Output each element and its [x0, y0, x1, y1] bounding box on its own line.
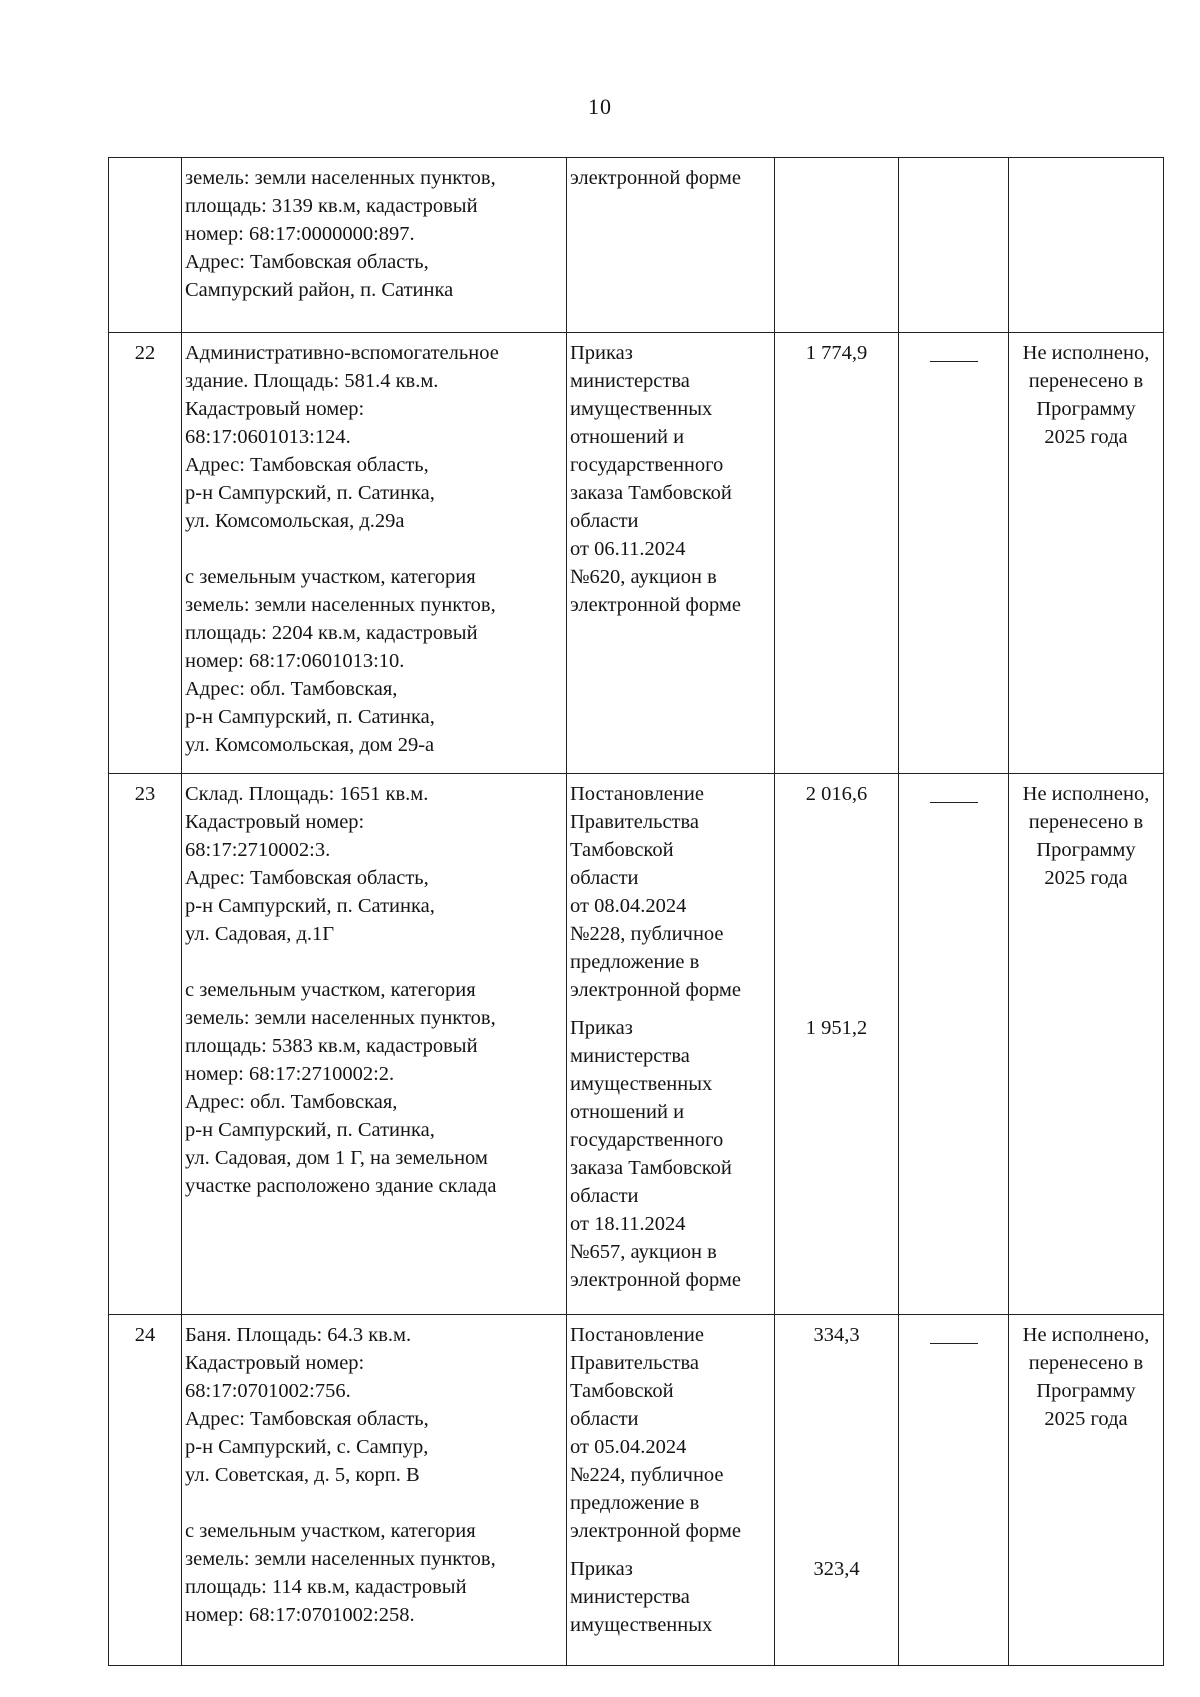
text-line: Адрес: обл. Тамбовская, — [185, 678, 398, 700]
row-number-cell: 24 — [109, 1315, 182, 1666]
decision-document-cell — [567, 1315, 775, 1666]
text-line: отношений и — [570, 426, 685, 448]
text-line: отношений и — [570, 1101, 685, 1123]
decision-document-cell — [567, 158, 775, 333]
text-line: номер: 68:17:0000000:897. — [185, 223, 415, 245]
text-line: Кадастровый номер: — [185, 811, 365, 833]
text-line: от 08.04.2024 — [570, 895, 687, 917]
text-line: р-н Сампурский, с. Сампур, — [185, 1436, 429, 1458]
object-description-cell — [182, 158, 567, 333]
text-line: площадь: 114 кв.м, кадастровый — [185, 1576, 467, 1598]
status-cell — [1009, 333, 1164, 774]
text-line: Склад. Площадь: 1651 кв.м. — [185, 783, 429, 805]
blank-line — [185, 1489, 564, 1517]
text-line: Приказ — [570, 1558, 633, 1580]
text-line: Адрес: Тамбовская область, — [185, 1408, 429, 1430]
text-line: электронной форме — [570, 594, 741, 616]
page-number: 10 — [588, 94, 612, 119]
text-line: министерства — [570, 370, 690, 392]
decision-document-b — [570, 1014, 774, 1294]
text-line: области — [570, 867, 639, 889]
text-line: Приказ — [570, 342, 633, 364]
text-line: 68:17:0701002:756. — [185, 1380, 351, 1402]
text-line: Постановление — [570, 783, 704, 805]
dash-cell — [899, 774, 1009, 1315]
blank-line — [185, 948, 564, 976]
text-line: №657, аукцион в — [570, 1241, 717, 1263]
price-b: 1 951,2 — [805, 1017, 868, 1039]
text-line: министерства — [570, 1045, 690, 1067]
text-line: 68:17:2710002:3. — [185, 839, 331, 861]
price-cell — [775, 1315, 899, 1666]
decision-document-a — [570, 780, 774, 1004]
decision-document-cell — [567, 774, 775, 1315]
text-line: имущественных — [570, 398, 713, 420]
text-line: Не исполнено, — [1022, 783, 1150, 805]
text-line: Программу — [1036, 1380, 1136, 1402]
text-line: электронной форме — [570, 1520, 741, 1542]
price-cell — [775, 333, 899, 774]
text-line: ул. Садовая, дом 1 Г, на земельном — [185, 1147, 488, 1169]
text-line: Сампурский район, п. Сатинка — [185, 279, 454, 301]
dash-mark — [930, 1343, 978, 1344]
dash-cell — [899, 158, 1009, 333]
text-line: р-н Сампурский, п. Сатинка, — [185, 482, 435, 504]
table-row-continued — [109, 158, 1164, 333]
text-line: с земельным участком, категория — [185, 1520, 476, 1542]
text-line: перенесено в — [1028, 370, 1144, 392]
text-line: земель: земли населенных пунктов, — [185, 594, 496, 616]
object-description-cell — [182, 333, 567, 774]
text-line: ул. Комсомольская, д.29а — [185, 510, 405, 532]
dash-mark — [930, 802, 978, 803]
price-cell — [775, 774, 899, 1315]
text-line: предложение в — [570, 1492, 700, 1514]
text-line: №620, аукцион в — [570, 566, 717, 588]
table-row-24 — [109, 1315, 1164, 1666]
text-line: Не исполнено, — [1022, 1324, 1150, 1346]
text-line: области — [570, 1408, 639, 1430]
text-line: площадь: 3139 кв.м, кадастровый — [185, 195, 478, 217]
price-a: 2 016,6 — [805, 783, 868, 805]
table-row-23 — [109, 774, 1164, 1315]
text-line: р-н Сампурский, п. Сатинка, — [185, 895, 435, 917]
table-row-22 — [109, 333, 1164, 774]
decision-document-b — [570, 1555, 774, 1639]
status-cell — [1009, 158, 1164, 333]
text-line: номер: 68:17:0601013:10. — [185, 650, 405, 672]
text-line: имущественных — [570, 1073, 713, 1095]
text-line: здание. Площадь: 581.4 кв.м. — [185, 370, 439, 392]
text-line: 68:17:0601013:124. — [185, 426, 351, 448]
decision-document-cell — [567, 333, 775, 774]
dash-mark — [930, 361, 978, 362]
text-line: Адрес: Тамбовская область, — [185, 454, 429, 476]
text-line: участке расположено здание склада — [185, 1175, 497, 1197]
text-line: Не исполнено, — [1022, 342, 1150, 364]
row-number-cell — [109, 158, 182, 333]
text-line: Программу — [1036, 839, 1136, 861]
text-line: р-н Сампурский, п. Сатинка, — [185, 1119, 435, 1141]
text-line: области — [570, 1185, 639, 1207]
decision-document-a — [570, 1321, 774, 1545]
text-line: заказа Тамбовской — [570, 1157, 732, 1179]
text-line: заказа Тамбовской — [570, 482, 732, 504]
text-line: имущественных — [570, 1614, 713, 1636]
text-line: 2025 года — [1044, 426, 1128, 448]
blank-line — [185, 535, 564, 563]
status-cell — [1009, 1315, 1164, 1666]
text-line: Тамбовской — [570, 1380, 674, 1402]
text-line: Кадастровый номер: — [185, 398, 365, 420]
text-line: от 05.04.2024 — [570, 1436, 687, 1458]
text-line: Адрес: обл. Тамбовская, — [185, 1091, 398, 1113]
row-number-cell: 22 — [109, 333, 182, 774]
text-line: государственного — [570, 1129, 724, 1151]
status-cell — [1009, 774, 1164, 1315]
text-line: Программу — [1036, 398, 1136, 420]
text-line: ул. Советская, д. 5, корп. В — [185, 1464, 420, 1486]
price-cell — [775, 158, 899, 333]
text-line: электронной форме — [570, 1269, 741, 1291]
text-line: с земельным участком, категория — [185, 566, 476, 588]
text-line: Адрес: Тамбовская область, — [185, 251, 429, 273]
text-line: Кадастровый номер: — [185, 1352, 365, 1374]
text-line: земель: земли населенных пунктов, — [185, 1007, 496, 1029]
text-line: Адрес: Тамбовская область, — [185, 867, 429, 889]
text-line: Приказ — [570, 1017, 633, 1039]
text-line: перенесено в — [1028, 811, 1144, 833]
text-line: номер: 68:17:0701002:258. — [185, 1604, 415, 1626]
text-line: Тамбовской — [570, 839, 674, 861]
text-line: земель: земли населенных пунктов, — [185, 1548, 496, 1570]
text-line: номер: 68:17:2710002:2. — [185, 1063, 395, 1085]
text-line: р-н Сампурский, п. Сатинка, — [185, 706, 435, 728]
dash-cell — [899, 333, 1009, 774]
initial-price: 1 774,9 — [805, 342, 868, 364]
text-line: ул. Комсомольская, дом 29-а — [185, 734, 435, 756]
text-line: от 18.11.2024 — [570, 1213, 686, 1235]
price-b: 323,4 — [813, 1558, 860, 1580]
text-line: предложение в — [570, 951, 700, 973]
text-line: №224, публичное — [570, 1464, 724, 1486]
object-description-cell — [182, 774, 567, 1315]
price-a: 334,3 — [813, 1324, 860, 1346]
text-line: ул. Садовая, д.1Г — [185, 923, 335, 945]
text-line: Постановление — [570, 1324, 704, 1346]
text-line: от 06.11.2024 — [570, 538, 686, 560]
text-line: площадь: 5383 кв.м, кадастровый — [185, 1035, 478, 1057]
text-line: электронной форме — [570, 167, 741, 189]
text-line: 2025 года — [1044, 1408, 1128, 1430]
text-line: министерства — [570, 1586, 690, 1608]
privatization-table — [108, 157, 1164, 1666]
text-line: площадь: 2204 кв.м, кадастровый — [185, 622, 478, 644]
dash-cell — [899, 1315, 1009, 1666]
row-number-cell: 23 — [109, 774, 182, 1315]
text-line: земель: земли населенных пунктов, — [185, 167, 496, 189]
text-line: электронной форме — [570, 979, 741, 1001]
text-line: области — [570, 510, 639, 532]
text-line: 2025 года — [1044, 867, 1128, 889]
text-line: перенесено в — [1028, 1352, 1144, 1374]
text-line: Правительства — [570, 1352, 700, 1374]
text-line: Правительства — [570, 811, 700, 833]
text-line: Баня. Площадь: 64.3 кв.м. — [185, 1324, 412, 1346]
text-line: государственного — [570, 454, 724, 476]
text-line: Административно-вспомогательное — [185, 342, 499, 364]
text-line: №228, публичное — [570, 923, 724, 945]
text-line: с земельным участком, категория — [185, 979, 476, 1001]
object-description-cell — [182, 1315, 567, 1666]
